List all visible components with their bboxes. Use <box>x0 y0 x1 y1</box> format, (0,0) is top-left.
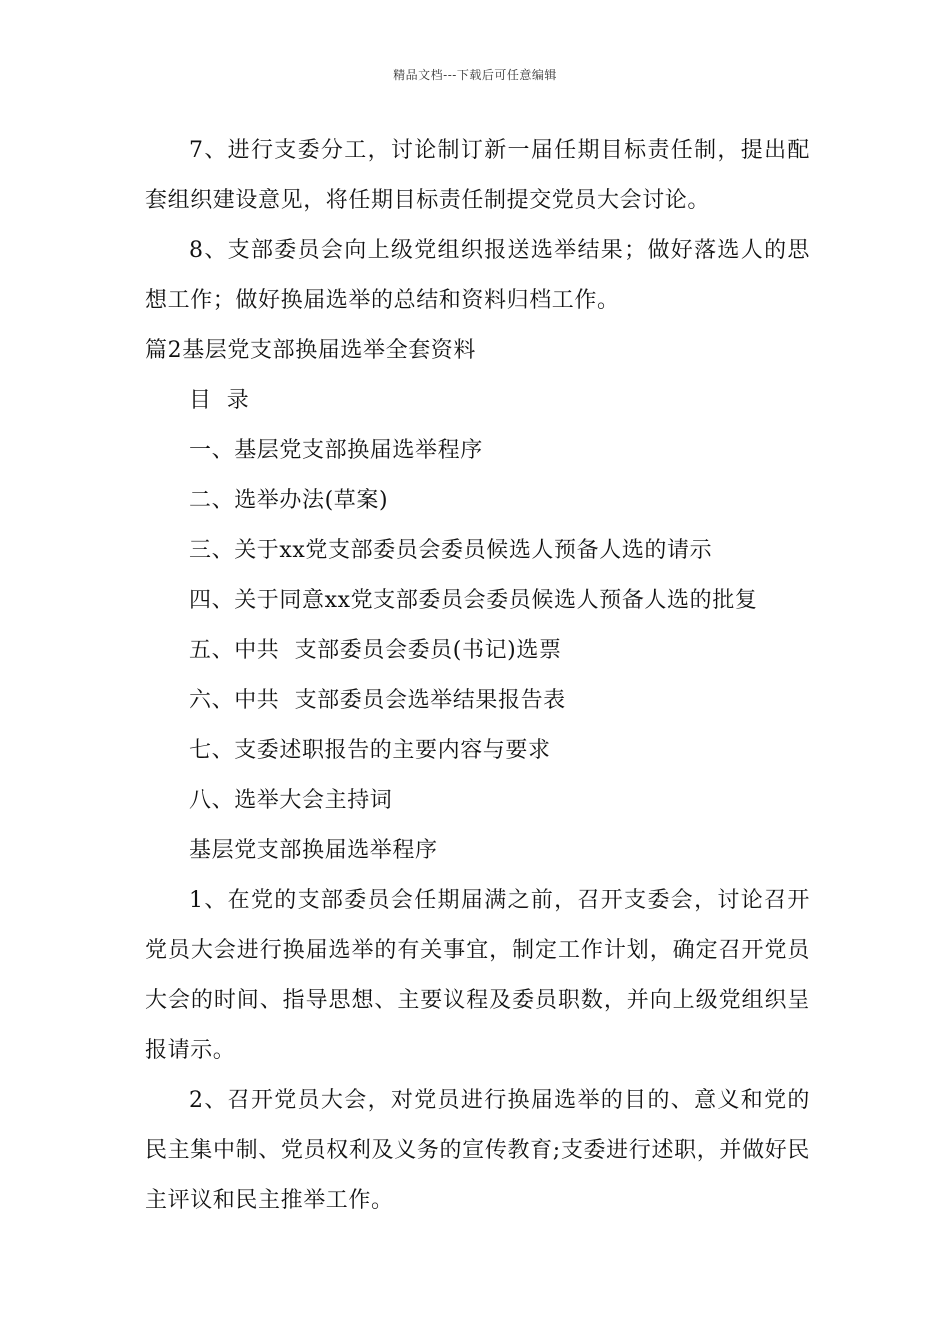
toc-item: 四、关于同意xx党支部委员会委员候选人预备人选的批复 <box>189 588 758 613</box>
toc-item: 六、中共 支部委员会选举结果报告表 <box>189 688 566 713</box>
toc-item: 八、选举大会主持词 <box>189 788 393 813</box>
paragraph-step-2: 2、召开党员大会，对党员进行换届选举的目的、意义和党的民主集中制、党员权利及义务的宣传教育;支委进行述职，并做好民主评议和民主推举工作。 <box>145 1088 810 1213</box>
paragraph-item-7: 7、进行支委分工，讨论制订新一届任期目标责任制，提出配套组织建设意见，将任期目标责任制提交党员大会讨论。 <box>145 138 810 213</box>
toc-item: 三、关于xx党支部委员会委员候选人预备人选的请示 <box>189 538 713 563</box>
toc-item: 二、选举办法(草案) <box>189 488 389 513</box>
page-header: 精品文档---下载后可任意编辑 <box>393 68 557 82</box>
section-heading: 篇2基层党支部换届选举全套资料 <box>145 338 476 363</box>
toc-item: 一、基层党支部换届选举程序 <box>189 438 483 463</box>
toc-title: 目 录 <box>189 388 250 413</box>
paragraph-step-1: 1、在党的支部委员会任期届满之前，召开支委会，讨论召开党员大会进行换届选举的有关事宜，制定工作计划，确定召开党员大会的时间、指导思想、主要议程及委员职数，并向上级党组织呈报请示。 <box>145 888 810 1063</box>
subsection-title: 基层党支部换届选举程序 <box>189 838 438 863</box>
toc-item: 七、支委述职报告的主要内容与要求 <box>189 738 551 763</box>
paragraph-item-8: 8、支部委员会向上级党组织报送选举结果；做好落选人的思想工作；做好换届选举的总结和资料归档工作。 <box>145 238 810 313</box>
document-body <box>145 126 810 1226</box>
toc-item: 五、中共 支部委员会委员(书记)选票 <box>189 638 562 663</box>
